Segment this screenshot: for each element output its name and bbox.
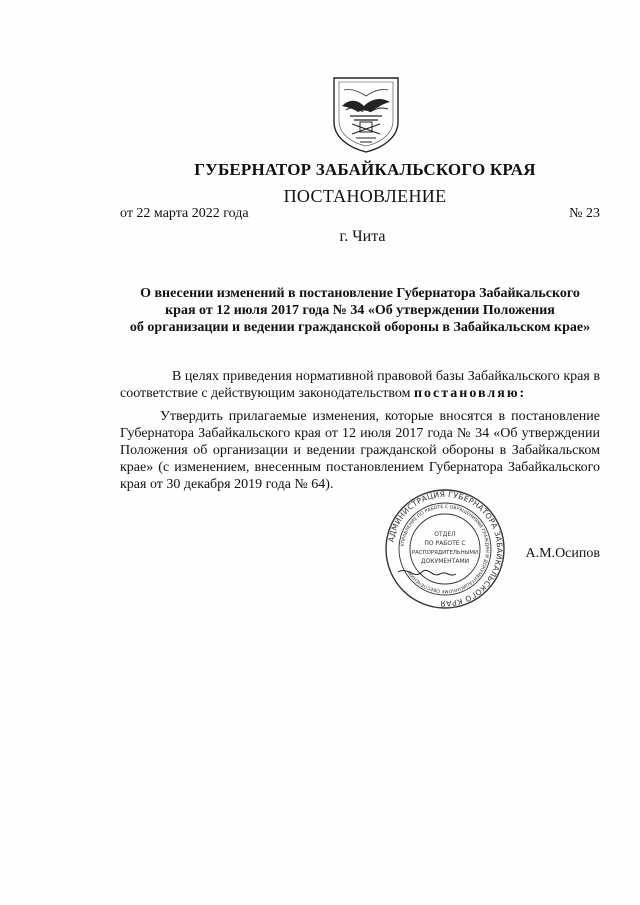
coat-of-arms-emblem bbox=[330, 76, 402, 154]
stamp-center-line: РАСПОРЯДИТЕЛЬНЫМИ bbox=[411, 550, 479, 556]
stamp-outer-text: АДМИНИСТРАЦИЯ ГУБЕРНАТОРА ЗАБАЙКАЛЬСКОГО КРАЯ bbox=[386, 489, 505, 609]
document-subject bbox=[120, 285, 600, 336]
stamp-inner-text: УПРАВЛЕНИЕ ПО РАБОТЕ С ОБРАЩЕНИЯМИ ГРАЖДАН И ДОКУМЕНТАЦИОННОМУ ОБЕСПЕЧЕНИЮ bbox=[401, 504, 490, 594]
subject-line: О внесении изменений в постановление Губернатора Забайкальского bbox=[140, 286, 580, 301]
document-number: № 23 bbox=[569, 206, 600, 221]
stamp-center-line: ДОКУМЕНТАМИ bbox=[420, 558, 470, 565]
stamp-center-line: ПО РАБОТЕ С bbox=[424, 540, 466, 547]
issuing-authority: ГУБЕРНАТОР ЗАБАЙКАЛЬСКОГО КРАЯ bbox=[194, 160, 536, 179]
preamble-paragraph bbox=[120, 368, 600, 402]
subject-line: об организации и ведении гражданской обороны в Забайкальском крае» bbox=[129, 320, 591, 335]
preamble-text: В целях приведения нормативной правовой базы Забайкальского края в соответствие с действующим законодательством bbox=[120, 369, 600, 401]
resolution-keyword: постановляю: bbox=[413, 386, 527, 401]
signatory-name: А.М.Осипов bbox=[525, 546, 600, 561]
stamp-center-line: ОТДЕЛ bbox=[434, 531, 456, 538]
document-date: от 22 марта 2022 года bbox=[120, 206, 249, 221]
resolution-paragraph: Утвердить прилагаемые изменения, которые вносятся в постановление Губернатора Забайкальского края от 12 июля 2017 года № 34 «Об утверждении Положения об организации и ведении гражданской обороны в Забайкальском крае» (с изменением, внесенным постановлением Губернатора Забайкальского края от 30 декабря 2019 года № 64). bbox=[120, 409, 600, 492]
document-city: г. Чита bbox=[339, 228, 386, 245]
official-stamp bbox=[384, 488, 506, 610]
document-type: ПОСТАНОВЛЕНИЕ bbox=[283, 186, 447, 206]
subject-line: края от 12 июля 2017 года № 34 «Об утверждении Положения bbox=[165, 303, 555, 318]
